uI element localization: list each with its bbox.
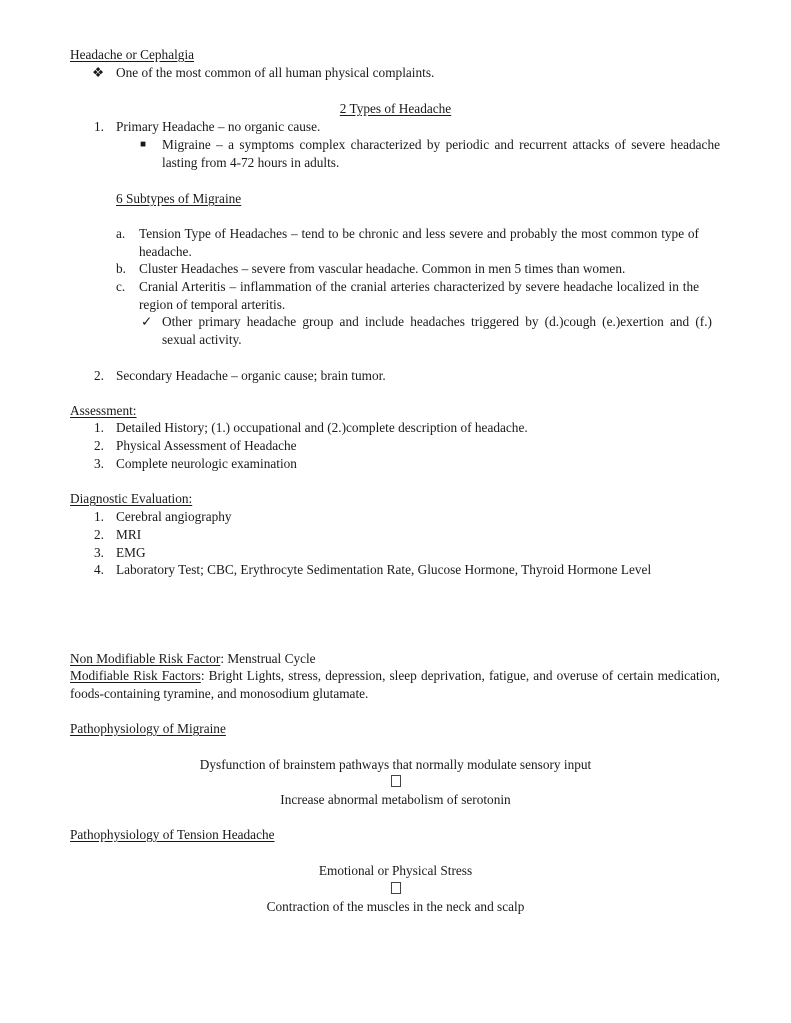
other-primary-note: Other primary headache group and include headaches triggered by (d.)cough (e.)exertion and (f.) sexual activity. bbox=[162, 314, 712, 347]
list-number: 1. bbox=[94, 420, 104, 435]
modifiable-risk bbox=[70, 667, 720, 703]
assessment-item: Detailed History; (1.) occupational and (2.)complete description of headache. bbox=[116, 420, 528, 435]
list-number: 2. bbox=[94, 438, 104, 453]
list-number: 3. bbox=[94, 545, 104, 560]
patho-tension-step: Emotional or Physical Stress bbox=[318, 863, 473, 878]
list-letter: a. bbox=[116, 226, 126, 241]
intro-bullet-text: One of the most common of all human physical complaints. bbox=[116, 65, 435, 80]
patho-migraine-step: Increase abnormal metabolism of serotonin bbox=[280, 792, 511, 807]
list-number: 4. bbox=[94, 562, 104, 577]
migraine-definition: Migraine – a symptoms complex characterized by periodic and recurrent attacks of severe headache lasting from 4-72 hours in adults. bbox=[162, 137, 720, 170]
non-modifiable-risk bbox=[70, 650, 316, 668]
list-number: 3. bbox=[94, 456, 104, 471]
bullet-square-icon: ■ bbox=[140, 139, 147, 150]
assessment-item: Complete neurologic examination bbox=[116, 456, 297, 471]
subtype-item: Tension Type of Headaches – tend to be chronic and less severe and probably the most common type of headache. bbox=[139, 226, 699, 259]
diagnostic-item: EMG bbox=[116, 545, 146, 560]
list-number: 2. bbox=[94, 527, 104, 542]
diagnostic-item: Laboratory Test; CBC, Erythrocyte Sedimentation Rate, Glucose Hormone, Thyroid Hormone Level bbox=[116, 562, 652, 577]
subtype-item: Cluster Headaches – severe from vascular headache. Common in men 5 times than women. bbox=[139, 261, 626, 276]
patho-migraine-step: Dysfunction of brainstem pathways that normally modulate sensory input bbox=[199, 757, 592, 772]
subtype-item: Cranial Arteritis – inflammation of the cranial arteries characterized by severe headache localized in the region of temporal arteritis. bbox=[139, 279, 699, 312]
patho-tension-heading: Pathophysiology of Tension Headache bbox=[70, 827, 275, 842]
arrow-placeholder-icon bbox=[0, 773, 791, 791]
arrow-placeholder-icon bbox=[0, 880, 791, 898]
subtypes-heading: 6 Subtypes of Migraine bbox=[116, 191, 242, 206]
assessment-heading: Assessment: bbox=[70, 403, 137, 418]
types-heading: 2 Types of Headache bbox=[339, 101, 452, 116]
patho-migraine-heading: Pathophysiology of Migraine bbox=[70, 721, 226, 736]
diagnostic-heading: Diagnostic Evaluation: bbox=[70, 491, 193, 506]
list-number: 1. bbox=[94, 119, 104, 134]
section-heading-headache: Headache or Cephalgia bbox=[70, 47, 195, 62]
list-letter: c. bbox=[116, 279, 126, 294]
assessment-item: Physical Assessment of Headache bbox=[116, 438, 297, 453]
checkmark-icon: ✓ bbox=[141, 314, 153, 329]
list-number: 2. bbox=[94, 368, 104, 383]
patho-tension-step: Contraction of the muscles in the neck and scalp bbox=[266, 899, 525, 914]
diagnostic-item: MRI bbox=[116, 527, 142, 542]
primary-headache-text: Primary Headache – no organic cause. bbox=[116, 119, 321, 134]
modifiable-label: Modifiable Risk Factors bbox=[70, 668, 201, 683]
bullet-diamond-icon: ❖ bbox=[92, 65, 104, 80]
diagnostic-item: Cerebral angiography bbox=[116, 509, 232, 524]
non-modifiable-label: Non Modifiable Risk Factor bbox=[70, 651, 221, 666]
list-letter: b. bbox=[116, 261, 126, 276]
secondary-headache-text: Secondary Headache – organic cause; brain tumor. bbox=[116, 368, 386, 383]
non-modifiable-value: : Menstrual Cycle bbox=[220, 651, 316, 666]
modifiable-value: : Bright Lights, stress, depression, sleep deprivation, fatigue, and overuse of certain medication, foods-containing tyramine, and monosodium glutamate. bbox=[70, 668, 720, 701]
list-number: 1. bbox=[94, 509, 104, 524]
